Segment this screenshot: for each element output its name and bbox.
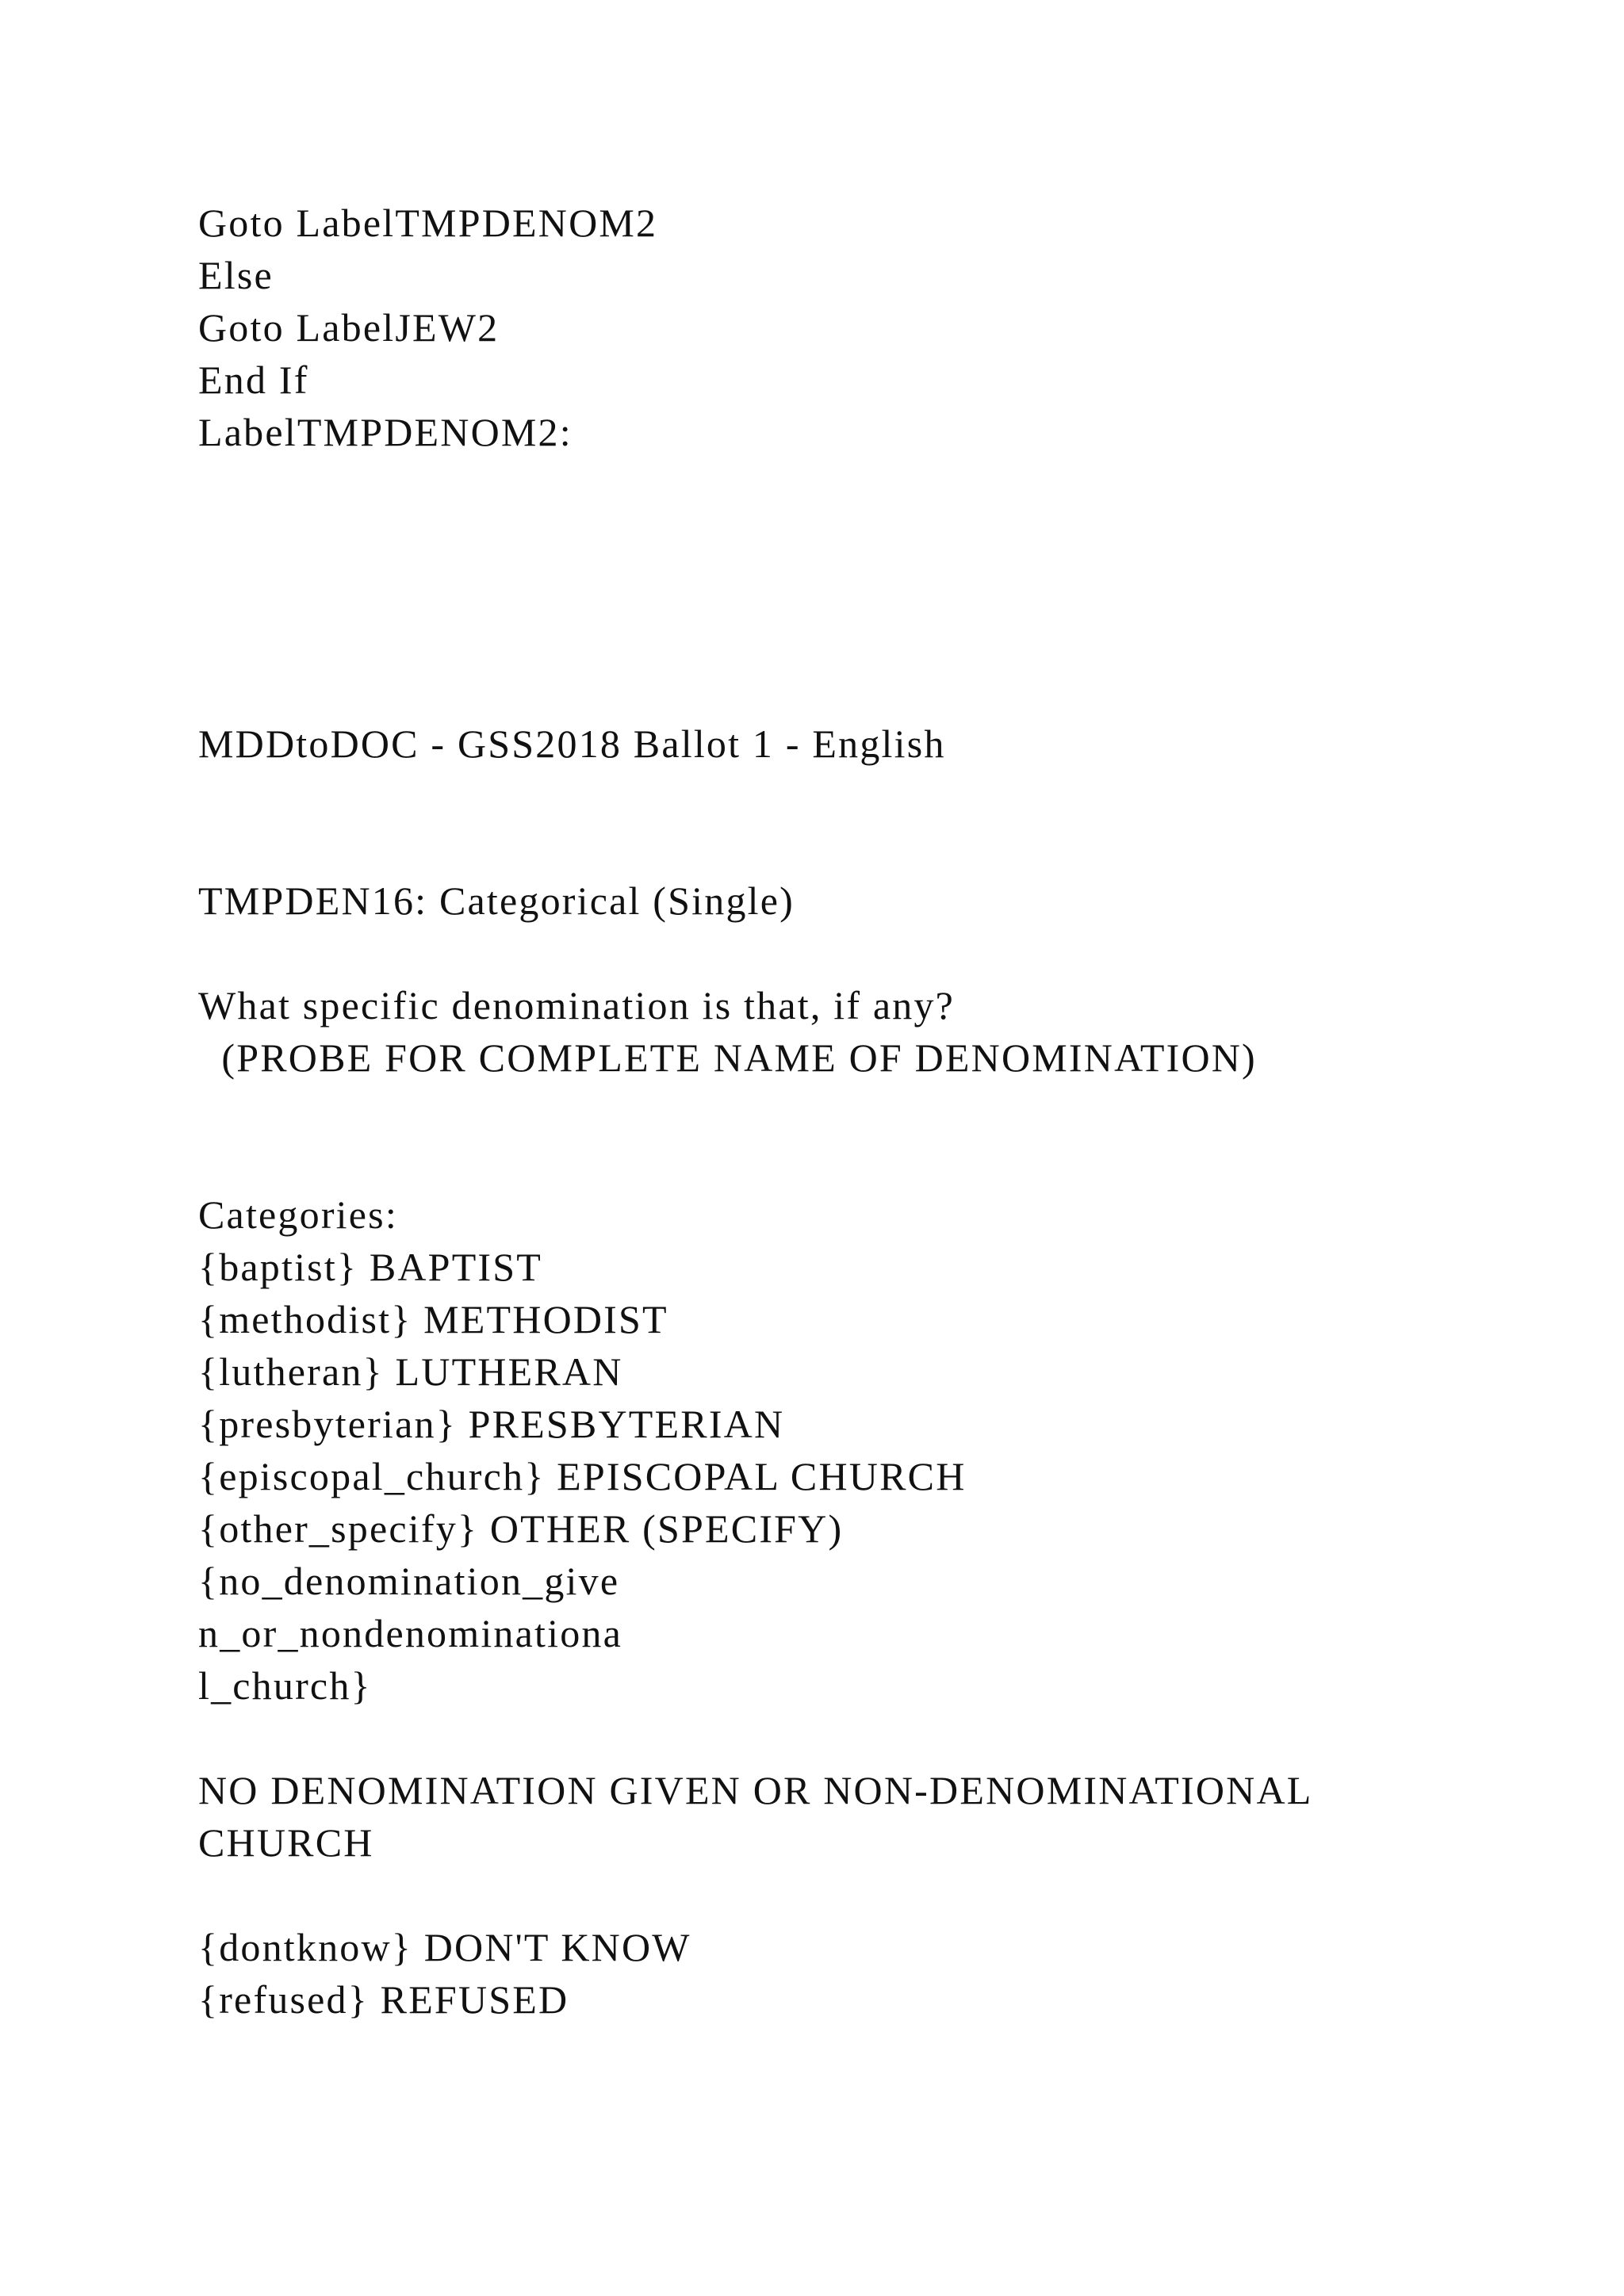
logic-goto-tmpdenom2: Goto LabelTMPDENOM2 bbox=[198, 201, 658, 245]
question-probe: (PROBE FOR COMPLETE NAME OF DENOMINATION) bbox=[198, 1035, 1257, 1080]
category-episcopal: {episcopal_church} EPISCOPAL CHURCH bbox=[198, 1454, 967, 1498]
category-no-denom-code-3: l_church} bbox=[198, 1663, 372, 1708]
category-baptist: {baptist} BAPTIST bbox=[198, 1245, 543, 1289]
logic-goto-jew2: Goto LabelJEW2 bbox=[198, 305, 500, 350]
category-no-denom-label-1: NO DENOMINATION GIVEN OR NON-DENOMINATIONAL bbox=[198, 1768, 1313, 1812]
logic-end-if: End If bbox=[198, 358, 309, 402]
categories-heading: Categories: bbox=[198, 1192, 398, 1237]
category-no-denom-code-2: n_or_nondenominationa bbox=[198, 1611, 622, 1655]
category-methodist: {methodist} METHODIST bbox=[198, 1297, 668, 1341]
category-no-denom-code-1: {no_denomination_give bbox=[198, 1559, 620, 1603]
category-refused: {refused} REFUSED bbox=[198, 1977, 569, 2022]
question-text: What specific denomination is that, if any? bbox=[198, 983, 956, 1027]
category-presbyterian: {presbyterian} PRESBYTERIAN bbox=[198, 1402, 785, 1446]
category-lutheran: {lutheran} LUTHERAN bbox=[198, 1349, 623, 1394]
logic-else: Else bbox=[198, 253, 274, 297]
document-header: MDDtoDOC - GSS2018 Ballot 1 - English bbox=[198, 721, 946, 766]
category-other: {other_specify} OTHER (SPECIFY) bbox=[198, 1506, 844, 1551]
question-id-type: TMPDEN16: Categorical (Single) bbox=[198, 878, 795, 923]
logic-label-tmpdenom2: LabelTMPDENOM2: bbox=[198, 410, 573, 454]
category-no-denom-label-2: CHURCH bbox=[198, 1820, 374, 1865]
category-dontknow: {dontknow} DON'T KNOW bbox=[198, 1925, 691, 1969]
